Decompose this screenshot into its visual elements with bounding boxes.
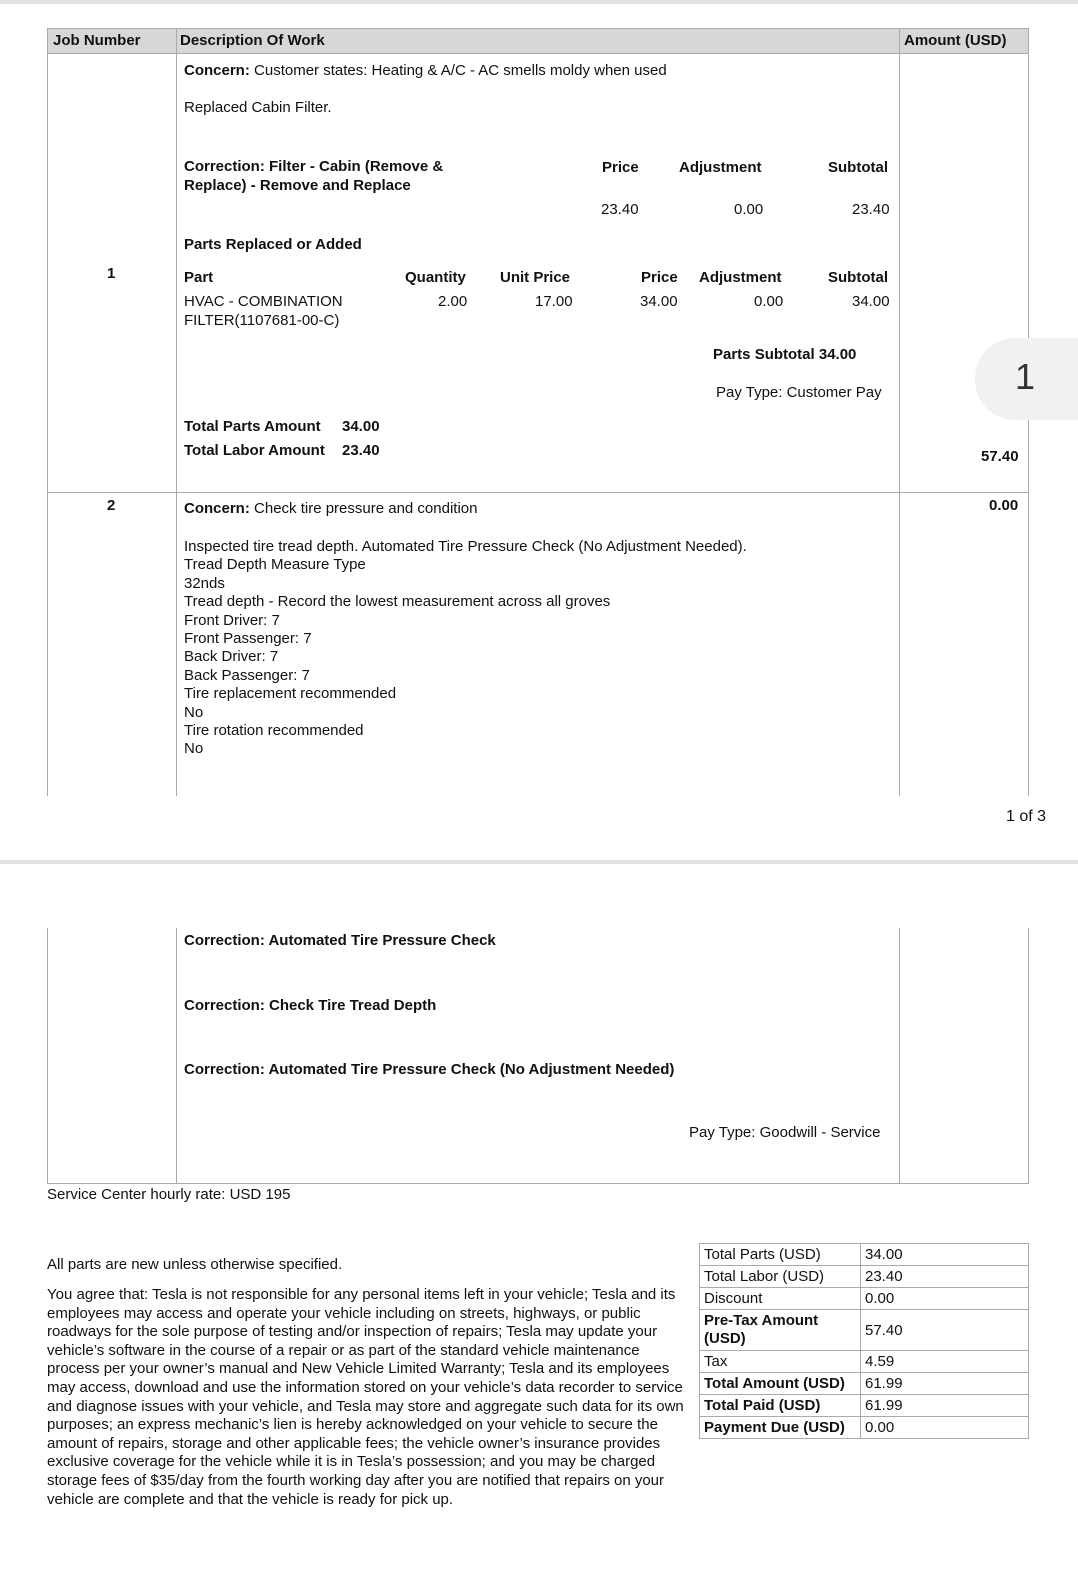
parts-title: Parts Replaced or Added (184, 236, 362, 253)
job1-concern-label: Concern: (184, 62, 250, 79)
totals-label: Discount (700, 1288, 861, 1310)
detail-line: Front Passenger: 7 (184, 630, 312, 648)
grid-line (176, 28, 177, 796)
job1-number: 1 (107, 265, 116, 282)
part-unit-price: 17.00 (535, 293, 573, 310)
grid-line (176, 928, 177, 1184)
parts-header-quantity: Quantity (405, 269, 466, 286)
job2-concern-text: Check tire pressure and condition (254, 500, 478, 517)
parts-header-unit-price: Unit Price (500, 269, 571, 286)
job2-concern-label: Concern: (184, 500, 250, 517)
job2-correction-2: Correction: Check Tire Tread Depth (184, 997, 437, 1014)
totals-value: 61.99 (861, 1373, 1029, 1395)
header-job-number: Job Number (53, 32, 141, 49)
terms-text: You agree that: Tesla is not responsible for any personal items left in your vehicle; Tesla and its employees may access and operate your vehicle including on streets, highways, or public roadways for the sole purpose of testing and/or inspection of repairs; Tesla may update your vehicle’s software in the course of a repair or as part of the standard vehicle maintenance process per your owner’s manual and New Vehicle Limited Warranty; Tesla and its employees may access, download and use the information stored on your vehicle’s data recorder to service and diagnose issues with your vehicle, and Tesla may store and aggregate such data for its own purposes; an express mechanic’s lien is hereby acknowledged on your vehicle to secure the amount of repairs, storage and other applicable fees; the vehicle owner’s insurance provides exclusive coverage for the vehicle while it is in Tesla’s possession; and you may be charged storage fees of $35/day from the fourth working day after you are notified that repairs on your vehicle are complete and that the vehicle is ready for pick up. (47, 1286, 684, 1508)
totals-value: 0.00 (861, 1417, 1029, 1439)
total-parts-value: 34.00 (342, 418, 380, 435)
parts-header-part: Part (184, 269, 214, 286)
parts-subtotal: Parts Subtotal 34.00 (713, 346, 857, 363)
job2-correction-1: Correction: Automated Tire Pressure Check (184, 932, 496, 949)
page-indicator-number: 1 (1015, 356, 1036, 397)
part-price: 34.00 (640, 293, 678, 310)
labor-header-price: Price (602, 159, 639, 176)
detail-line: Tire replacement recommended (184, 685, 397, 703)
totals-value: 23.40 (861, 1266, 1029, 1288)
detail-line: Inspected tire tread depth. Automated Tire Pressure Check (No Adjustment Needed). (184, 538, 747, 555)
detail-line: Tread depth - Record the lowest measurement across all groves (184, 593, 611, 611)
page-of-label: 1 of 3 (1006, 808, 1047, 825)
grid-line (47, 28, 48, 796)
job1-pay-type: Pay Type: Customer Pay (716, 384, 882, 401)
detail-line: Front Driver: 7 (184, 611, 280, 629)
parts-header-subtotal: Subtotal (828, 269, 888, 286)
job1-correction: Correction: Filter - Cabin (Remove & Replace) - Remove and Replace (184, 158, 444, 194)
totals-table (699, 1243, 1029, 1439)
totals-value: 4.59 (861, 1351, 1029, 1373)
detail-line: No (184, 703, 204, 721)
header-amount: Amount (USD) (904, 32, 1007, 49)
header-description: Description Of Work (180, 32, 325, 49)
parts-note: All parts are new unless otherwise specified. (47, 1256, 343, 1273)
totals-row (700, 1395, 1029, 1417)
totals-label: Total Parts (USD) (700, 1244, 861, 1266)
totals-value: 34.00 (861, 1244, 1029, 1266)
labor-adjustment: 0.00 (734, 201, 764, 218)
labor-header-subtotal: Subtotal (828, 159, 888, 176)
total-parts-label: Total Parts Amount (184, 418, 321, 435)
totals-row (700, 1351, 1029, 1373)
totals-row (700, 1244, 1029, 1266)
job2-pay-type: Pay Type: Goodwill - Service (689, 1124, 881, 1141)
detail-line: 32nds (184, 574, 225, 592)
grid-line (899, 928, 900, 1184)
part-subtotal: 34.00 (852, 293, 890, 310)
detail-line: Back Driver: 7 (184, 648, 279, 666)
grid-line (1028, 928, 1029, 1184)
totals-value: 61.99 (861, 1395, 1029, 1417)
detail-line: No (184, 740, 204, 758)
job2-number: 2 (107, 497, 116, 514)
totals-row (700, 1288, 1029, 1310)
totals-value: 0.00 (861, 1288, 1029, 1310)
totals-label: Payment Due (USD) (700, 1417, 861, 1439)
job1-amount: 57.40 (981, 448, 1019, 465)
job1-work-done: Replaced Cabin Filter. (184, 99, 332, 116)
job2-details (184, 538, 747, 759)
job1-concern (184, 62, 667, 79)
job1-concern-text: Customer states: Heating & A/C - AC smells moldy when used (254, 62, 667, 79)
part-name: HVAC - COMBINATION FILTER(1107681-00-C) (184, 293, 343, 329)
grid-line (899, 28, 900, 796)
grid-line (47, 928, 48, 1184)
total-labor-value: 23.40 (342, 442, 380, 459)
totals-label: Tax (700, 1351, 861, 1373)
parts-header-price: Price (641, 269, 678, 286)
table-bottom-border (47, 1183, 1029, 1184)
detail-line: Tread Depth Measure Type (184, 556, 366, 574)
part-quantity: 2.00 (438, 293, 468, 310)
detail-line: Back Passenger: 7 (184, 666, 310, 684)
detail-line: Tire rotation recommended (184, 722, 364, 740)
totals-label: Total Paid (USD) (700, 1395, 861, 1417)
part-adjustment: 0.00 (754, 293, 784, 310)
job2-amount: 0.00 (989, 497, 1019, 514)
totals-row (700, 1310, 1029, 1351)
labor-subtotal: 23.40 (852, 201, 890, 218)
labor-price: 23.40 (601, 201, 639, 218)
total-labor-label: Total Labor Amount (184, 442, 325, 459)
labor-header-adjustment: Adjustment (679, 159, 762, 176)
row-divider (47, 492, 1029, 493)
totals-label: Total Labor (USD) (700, 1266, 861, 1288)
job2-concern (184, 500, 477, 517)
parts-header-adjustment: Adjustment (699, 269, 782, 286)
totals-row (700, 1417, 1029, 1439)
page-separator (0, 860, 1078, 864)
totals-value: 57.40 (861, 1310, 1029, 1351)
hourly-rate: Service Center hourly rate: USD 195 (47, 1186, 291, 1203)
job2-correction-3: Correction: Automated Tire Pressure Check (No Adjustment Needed) (184, 1061, 675, 1078)
totals-label: Pre-Tax Amount (USD) (700, 1310, 861, 1351)
totals-label: Total Amount (USD) (700, 1373, 861, 1395)
totals-row (700, 1373, 1029, 1395)
page-indicator-badge[interactable] (975, 338, 1078, 420)
page-top-separator (0, 0, 1078, 4)
totals-row (700, 1266, 1029, 1288)
